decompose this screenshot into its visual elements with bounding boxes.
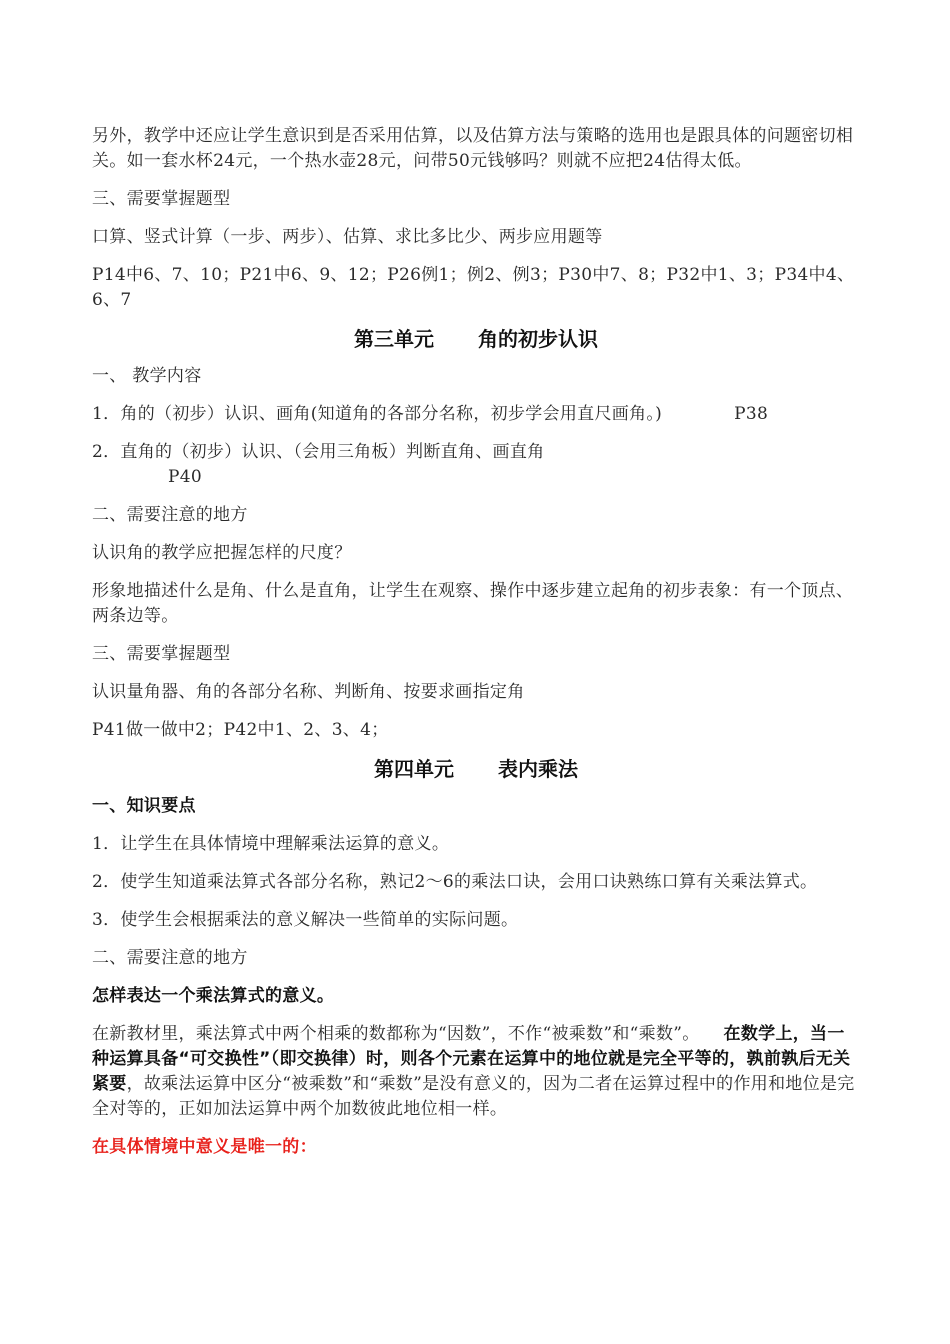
- unit-heading: [92, 756, 860, 782]
- question: 认识角的教学应把握怎样的尺度？: [92, 543, 352, 563]
- list-item: 3．使学生会根据乘法的意义解决一些简单的实际问题。: [92, 910, 519, 930]
- document-page: [92, 124, 860, 1173]
- item-text: 1．角的（初步）认识、画角(知道角的各部分名称，初步学会用直尺画角。): [92, 404, 663, 424]
- question-types: 认识量角器、角的各部分名称、判断角、按要求画指定角: [92, 682, 525, 702]
- paragraph-estimate: 另外，教学中还应让学生意识到是否采用估算，以及估算方法与策略的选用也是跟具体的问题密切相关。如一套水杯24元，一个热水壶28元，问带50元钱够吗？则就不应把24估得太低。: [92, 126, 854, 171]
- text-segment: 在新教材里，乘法算式中两个相乘的数都称为“因数”，不作“被乘数”和“乘数”。: [92, 1024, 700, 1044]
- bold-segment: 在数学上，当一种运算具备“可交换性”（即交换律）时，则各个元素在运算中的地位就是完全平等的，孰前孰后无关紧要: [92, 1024, 851, 1094]
- question-types: 口算、竖式计算（一步、两步）、估算、求比多比少、两步应用题等: [92, 227, 603, 247]
- unit-heading: [92, 326, 860, 352]
- list-item: [92, 440, 860, 490]
- explanation-paragraph: [92, 1022, 860, 1122]
- page-ref: P38: [734, 404, 769, 424]
- page-ref: P40: [168, 467, 202, 487]
- list-item: [92, 402, 860, 427]
- exercise-list: P14中6、7、10；P21中6、9、12；P26例1；例2、例3；P30中7、8；P32中1、3；P34中4、6、7: [92, 265, 855, 310]
- section-title: 三、需要掌握题型: [92, 189, 231, 209]
- exercise-list: P41做一做中2；P42中1、2、3、4；: [92, 720, 389, 740]
- unit-topic: 角的初步认识: [478, 327, 598, 351]
- section-title: 一、 教学内容: [92, 366, 202, 386]
- list-item: 1．让学生在具体情境中理解乘法运算的意义。: [92, 834, 450, 854]
- answer: 形象地描述什么是角、什么是直角，让学生在观察、操作中逐步建立起角的初步表象：有一个顶点、两条边等。: [92, 581, 854, 626]
- unit-topic: 表内乘法: [498, 757, 578, 781]
- unit-number: 第四单元: [374, 757, 454, 781]
- text-segment: ，故乘法运算中区分“被乘数”和“乘数”是没有意义的，因为二者在运算过程中的作用和地位是完全对等的，正如加法运算中两个加数彼此地位相一样。: [92, 1074, 855, 1119]
- section-title: 一、知识要点: [92, 796, 196, 816]
- list-item: 2．使学生知道乘法算式各部分名称，熟记2～6的乘法口诀，会用口诀熟练口算有关乘法算式。: [92, 872, 818, 892]
- red-heading: 在具体情境中意义是唯一的：: [92, 1137, 317, 1157]
- question: 怎样表达一个乘法算式的意义。: [92, 986, 335, 1006]
- item-text: 2．直角的（初步）认识、（会用三角板）判断直角、画直角: [92, 442, 545, 462]
- unit-number: 第三单元: [354, 327, 434, 351]
- section-title: 二、需要注意的地方: [92, 948, 248, 968]
- section-title: 三、需要掌握题型: [92, 644, 231, 664]
- section-title: 二、需要注意的地方: [92, 505, 248, 525]
